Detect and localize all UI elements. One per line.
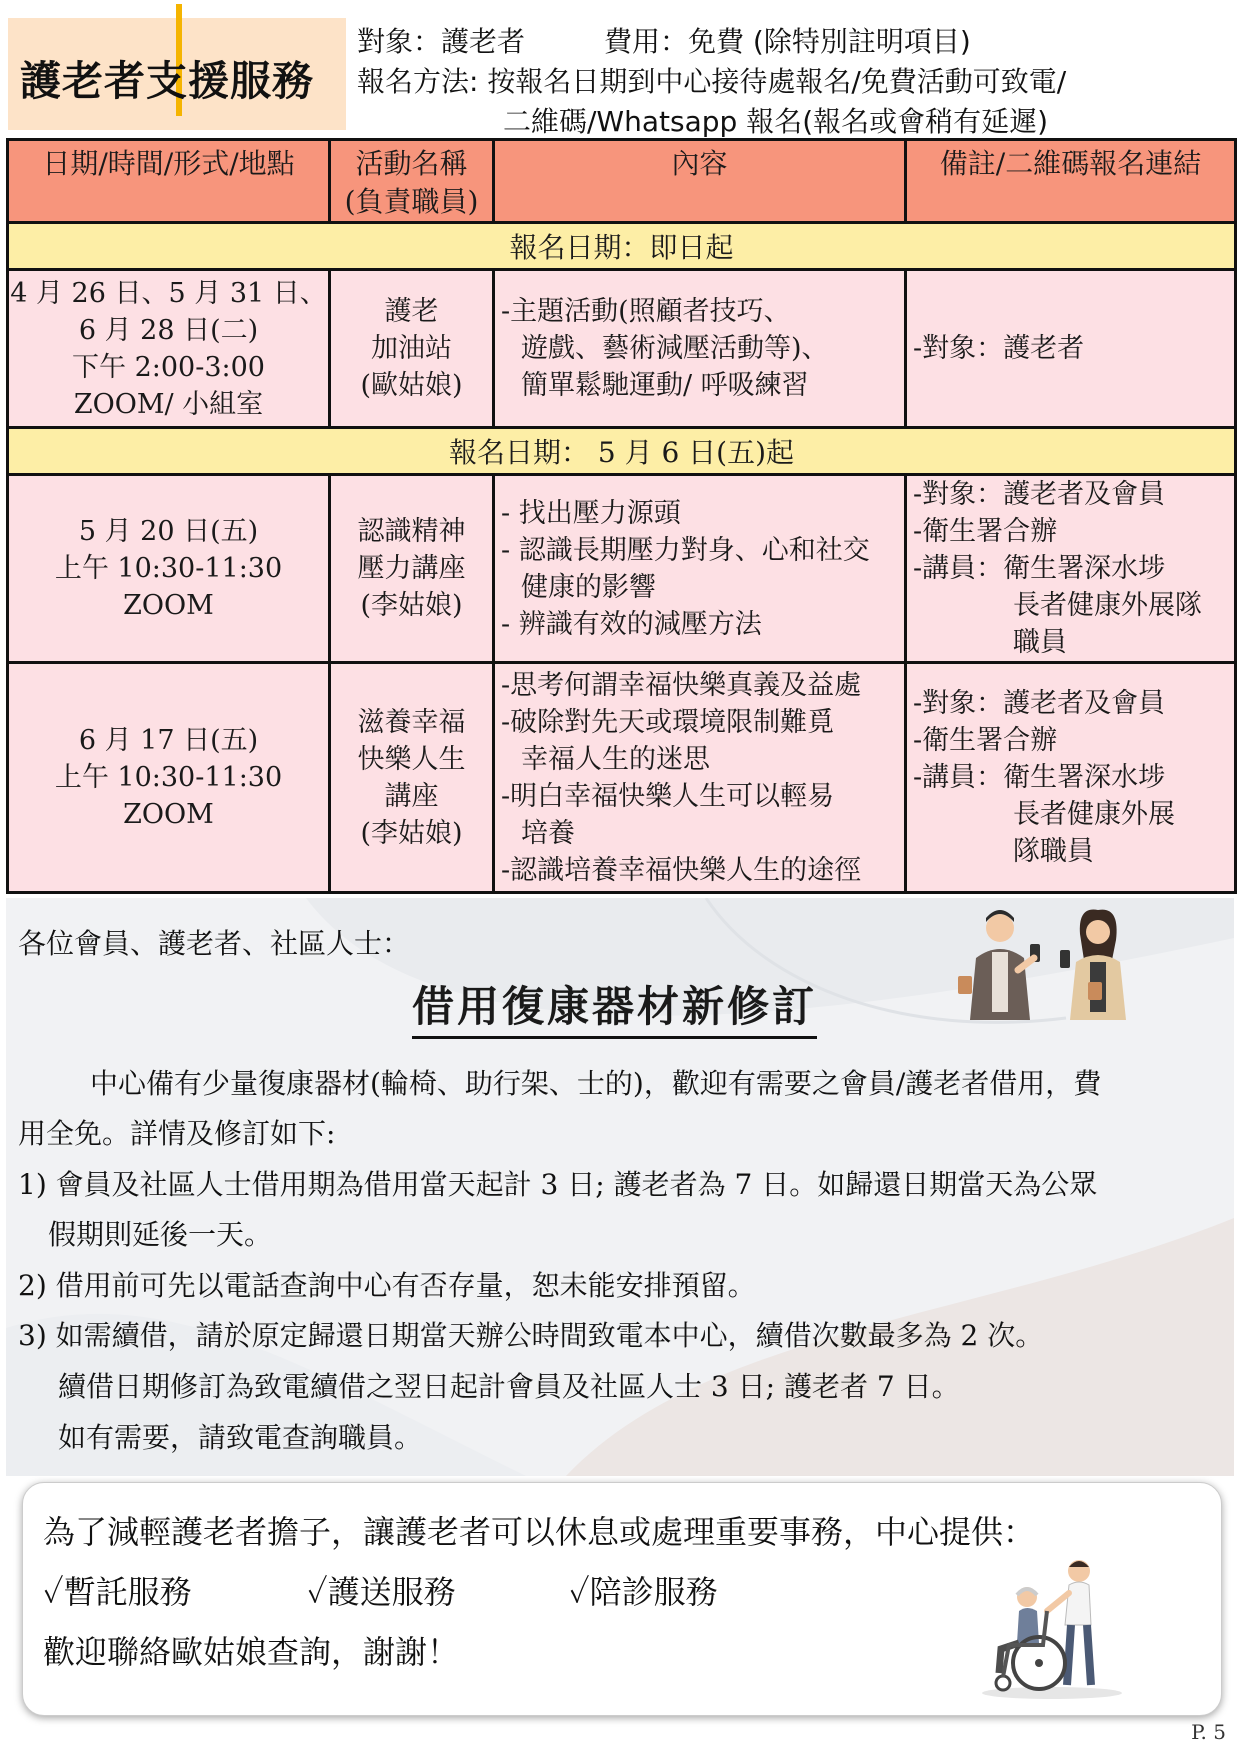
schedule-table: [6, 138, 1237, 894]
notice-item3-line1: 3) 如需續借，請於原定歸還日期當天辦公時間致電本中心，續借次數最多為 2 次。: [18, 1319, 1044, 1352]
notice-greeting: 各位會員、護老者、社區人士：: [18, 927, 411, 960]
services-contact: 歡迎聯絡歐姑娘查詢，謝謝！: [43, 1633, 460, 1671]
row2-content-line: 健康的影響: [521, 571, 656, 603]
header-activity-line2: (負責職員): [344, 185, 479, 218]
row3-content-line: -認識培養幸福快樂人生的途徑: [501, 854, 862, 886]
row2-date-line: 5 月 20 日(五): [78, 516, 259, 547]
notice-item3-line3: 如有需要，請致電查詢職員。: [58, 1421, 423, 1454]
row2-content-line: - 認識長期壓力對身、心和社交: [501, 534, 870, 566]
row2-remark-line: 職員: [1013, 627, 1067, 658]
row2-content-line: - 辨識有效的減壓方法: [501, 608, 762, 640]
row2-remarks: [906, 475, 1236, 663]
row3-remarks: [906, 663, 1236, 893]
row3-content: [494, 663, 906, 893]
table-row: [8, 663, 1236, 893]
row3-remark-line: -講員：衛生署深水埗: [913, 762, 1166, 793]
row1-date: [8, 270, 330, 428]
row3-name-line: 快樂人生: [357, 743, 466, 775]
services-intro: 為了減輕護老者擔子，讓護老者可以休息或處理重要事務，中心提供：: [43, 1513, 1036, 1551]
row1-name-line: 護老: [384, 296, 439, 327]
row2-time-line: 上午 10:30-11:30: [54, 553, 283, 584]
services-card: [22, 1482, 1222, 1716]
row1-staff: (歐姑娘): [360, 370, 463, 401]
row2-content: [494, 475, 906, 663]
row3-content-line: 幸福人生的迷思: [521, 743, 710, 775]
row2-content-line: - 找出壓力源頭: [501, 497, 681, 529]
page-number: P. 5: [1191, 1720, 1226, 1744]
registration-band-1: [8, 223, 1236, 270]
row2-remark-line: -衛生署合辦: [913, 516, 1058, 547]
row1-date-line: 4 月 26 日、5 月 31 日、: [10, 277, 327, 309]
row3-content-line: -明白幸福快樂人生可以輕易: [501, 780, 835, 812]
registration-method-line1: 報名方法: 按報名日期到中心接待處報名/免費活動可致電/: [357, 65, 1067, 98]
notice-item2: 2) 借用前可先以電話查詢中心有否存量，恕未能安排預留。: [18, 1269, 756, 1302]
header-date: 日期/時間/形式/地點: [8, 140, 330, 223]
row3-activity: [330, 663, 494, 893]
row1-time-line: 下午 2:00-3:00: [72, 351, 265, 383]
header-remarks: 備註/二維碼報名連結: [906, 140, 1236, 223]
row3-venue-line: ZOOM: [123, 799, 214, 830]
registration-band-2: [8, 428, 1236, 475]
row2-remark-line: 長者健康外展隊: [1013, 590, 1202, 621]
row1-remarks: [906, 270, 1236, 428]
row3-time-line: 上午 10:30-11:30: [54, 762, 283, 793]
row2-date: [8, 475, 330, 663]
service-escort: ✓護送服務: [307, 1573, 456, 1611]
row1-name-line: 加油站: [371, 333, 452, 364]
row1-content: [494, 270, 906, 428]
row3-content-line: -破除對先天或環境限制難覓: [501, 706, 835, 738]
notice-intro-line2: 用全免。詳情及修訂如下:: [18, 1117, 336, 1150]
fee-label: 費用：免費 (除特別註明項目): [604, 25, 971, 58]
row3-staff: (李姑娘): [360, 817, 463, 849]
notice-intro-line1: 中心備有少量復康器材(輪椅、助行架、士的)，歡迎有需要之會員/護老者借用，費: [90, 1067, 1102, 1100]
header-activity-line1: 活動名稱: [355, 147, 468, 180]
row2-venue-line: ZOOM: [123, 590, 214, 621]
table-header-row: [8, 140, 1236, 223]
service-accompany: ✓陪診服務: [569, 1573, 718, 1611]
registration-date-1: 報名日期：即日起: [8, 223, 1236, 270]
header-activity: [330, 140, 494, 223]
row3-remark-line: -衛生署合辦: [913, 725, 1058, 756]
row1-content-line: -主題活動(照顧者技巧、: [501, 296, 791, 327]
row3-remark-line: 長者健康外展: [1013, 799, 1175, 830]
row3-date: [8, 663, 330, 893]
notice-title: 借用復康器材新修訂: [412, 974, 817, 1039]
people-with-phones-illustration: [948, 900, 1158, 1020]
row3-remark-line: 隊職員: [1013, 836, 1094, 867]
notice-item1-line1: 1) 會員及社區人士借用期為借用當天起計 3 日; 護老者為 7 日。如歸還日期當天為公眾: [18, 1168, 1098, 1201]
row2-remark-line: -對象：護老者及會員: [913, 479, 1166, 510]
row1-content-line: 遊戲、藝術減壓活動等)、: [521, 333, 829, 364]
row2-remark-line: -講員：衛生署深水埗: [913, 553, 1166, 584]
row3-date-line: 6 月 17 日(五): [78, 725, 259, 756]
row3-remark-line: -對象：護老者及會員: [913, 688, 1166, 719]
row2-name-line: 認識精神: [357, 516, 466, 547]
row2-name-line: 壓力講座: [357, 553, 466, 584]
service-respite: ✓暫託服務: [43, 1573, 192, 1611]
row2-activity: [330, 475, 494, 663]
notice-item1-line2: 假期則延後一天。: [48, 1218, 273, 1251]
header-content: 內容: [494, 140, 906, 223]
notice-item3-line2: 續借日期修訂為致電續借之翌日起計會員及社區人士 3 日; 護老者 7 日。: [58, 1370, 960, 1403]
registration-date-2: 報名日期： 5 月 6 日(五)起: [8, 428, 1236, 475]
page-title: 護老者支援服務: [20, 57, 314, 105]
row3-content-line: 培養: [521, 817, 575, 849]
row2-staff: (李姑娘): [360, 590, 463, 621]
row1-date-line: 6 月 28 日(二): [78, 314, 259, 346]
wheelchair-caregiver-illustration: [977, 1553, 1127, 1703]
row1-activity: [330, 270, 494, 428]
target-label: 對象：護老者: [357, 25, 526, 58]
row1-venue-line: ZOOM/ 小組室: [73, 388, 264, 420]
table-row: [8, 270, 1236, 428]
registration-method-line2: 二維碼/Whatsapp 報名(報名或會稍有延遲): [503, 105, 1049, 138]
row1-remark-line: -對象：護老者: [913, 333, 1085, 364]
row3-name-line: 滋養幸福: [357, 706, 466, 738]
row3-content-line: -思考何謂幸福快樂真義及益處: [501, 669, 862, 701]
row3-name-line: 講座: [384, 780, 439, 812]
row1-content-line: 簡單鬆馳運動/ 呼吸練習: [521, 370, 809, 401]
table-row: [8, 475, 1236, 663]
